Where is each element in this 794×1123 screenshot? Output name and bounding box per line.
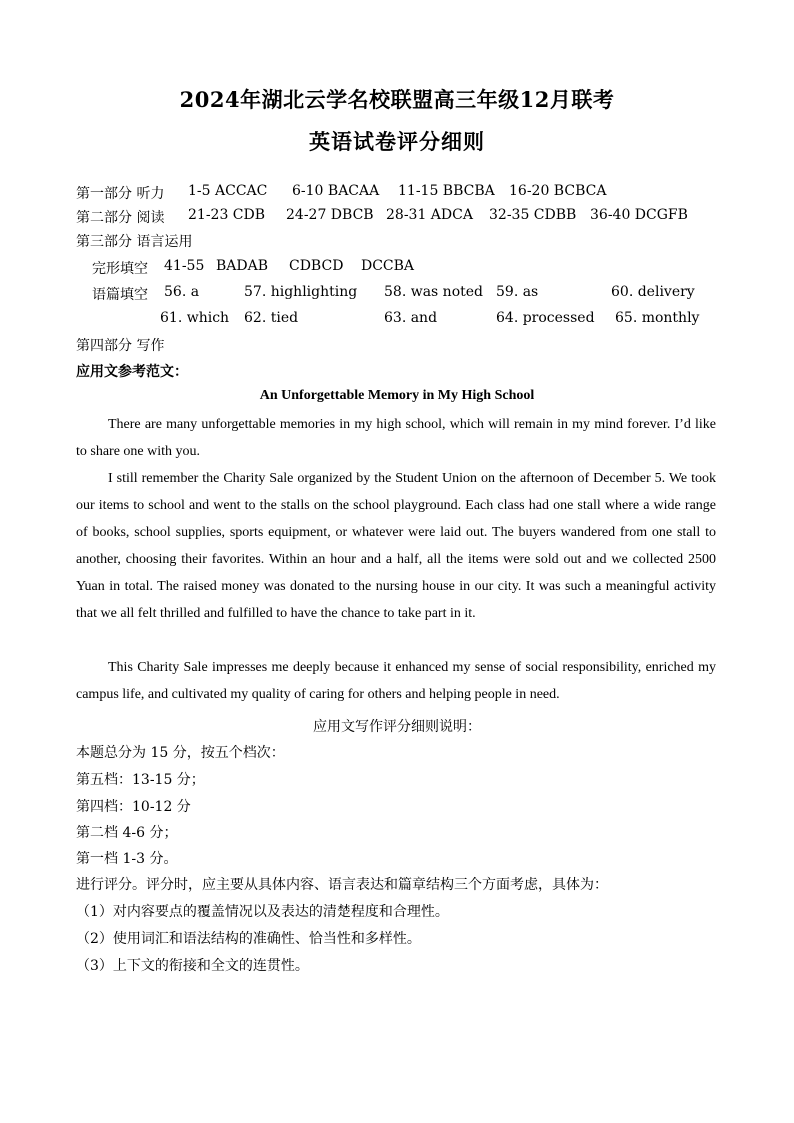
cloze-label: 完形填空 (92, 261, 148, 277)
grammar-answer: 65. monthly (615, 310, 700, 326)
answer-group: DCCBA (361, 258, 415, 274)
rubric-line: （1）对内容要点的覆盖情况以及表达的清楚程度和合理性。 (76, 904, 449, 920)
rubric-line: 第五档：13-15 分； (76, 772, 205, 788)
grammar-answer: 58. was noted (384, 284, 483, 300)
part2-label: 第二部分 阅读 (76, 210, 165, 226)
grammar-answer: 60. delivery (611, 284, 695, 300)
essay-title: An Unforgettable Memory in My High School (259, 388, 535, 403)
answer-group: 21-23 CDB (188, 207, 266, 223)
grammar-answer: 56. a (164, 284, 200, 300)
answer-group: 32-35 CDBB (489, 207, 577, 223)
grammar-answer: 61. which (160, 310, 230, 326)
rubric-line: 进行评分。评分时，应主要从具体内容、语言表达和篇章结构三个方面考虑，具体为： (76, 877, 608, 893)
essay-paragraph: This Charity Sale impresses me deeply because it enhanced my sense of social responsibility, enriched my campus life, and cultivated my quality of caring for others and helping people in need. (76, 660, 716, 702)
answer-group: 16-20 BCBCA (509, 183, 607, 199)
part1-label: 第一部分 听力 (76, 186, 165, 202)
answer-group: 11-15 BBCBA (398, 183, 495, 199)
grammar-answer: 59. as (496, 284, 539, 300)
grammar-answer: 63. and (384, 310, 438, 326)
answer-group: 24-27 DBCB (286, 207, 374, 223)
answer-group: 1-5 ACCAC (188, 183, 268, 199)
grammar-answer: 64. processed (496, 310, 595, 326)
part4-label: 第四部分 写作 (76, 338, 165, 354)
rubric-line: 第一档 1-3 分。 (76, 851, 178, 867)
rubric-line: 第四档：10-12 分 (76, 799, 191, 815)
essay-paragraph: I still remember the Charity Sale organized by the Student Union on the afternoon of December 5. We took our items to school and went to the stalls on the school playground. Each class had one stall where a wide range of books, school supplies, sports equipment, or whatever were laid out. The buyers wandered from one stall to another, choosing their favorites. Within an hour and a half, all the items were sold out and we collected 2500 Yuan in total. The raised money was donated to the nursing house in our city. It was such a meaningful activity that we all felt thrilled and fulfilled to have the chance to take part in it. (76, 471, 716, 621)
rubric-line: 本题总分为 15 分，按五个档次： (76, 745, 285, 761)
answer-group: BADAB (216, 258, 269, 274)
grammar-answer: 57. highlighting (244, 284, 358, 300)
answer-group: CDBCD (289, 258, 344, 274)
essay-paragraph: There are many unforgettable memories in my high school, which will remain in my mind forever. I’d like to share one with you. (76, 417, 716, 459)
sample-heading: 应用文参考范文： (76, 364, 188, 380)
rubric-line: （3）上下文的衔接和全文的连贯性。 (76, 958, 309, 974)
grammar-answer: 62. tied (244, 310, 299, 326)
rubric-line: （2）使用词汇和语法结构的准确性、恰当性和多样性。 (76, 931, 421, 947)
answer-group: 36-40 DCGFB (590, 207, 688, 223)
rubric-heading: 应用文写作评分细则说明： (313, 719, 481, 735)
part3-label: 第三部分 语言运用 (76, 234, 193, 250)
answer-group: 6-10 BACAA (292, 183, 380, 199)
page-title: 2024年湖北云学名校联盟高三年级12月联考 (179, 87, 615, 112)
grammar-label: 语篇填空 (92, 287, 148, 303)
answer-group: 28-31 ADCA (386, 207, 473, 223)
cloze-range: 41-55 (164, 258, 205, 274)
rubric-line: 第二档 4-6 分； (76, 825, 178, 841)
page-subtitle: 英语试卷评分细则 (309, 129, 485, 154)
